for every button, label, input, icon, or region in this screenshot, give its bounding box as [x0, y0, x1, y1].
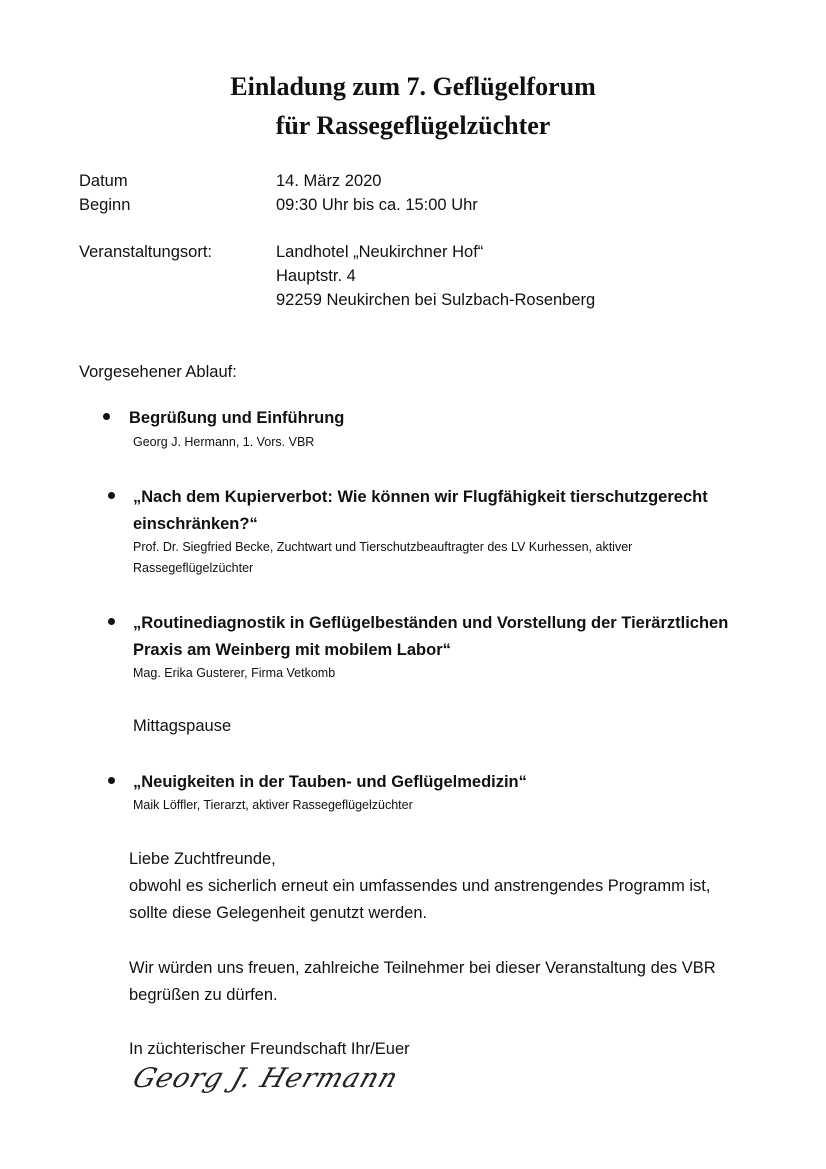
venue-city: 92259 Neukirchen bei Sulzbach-Rosenberg: [276, 291, 596, 309]
agenda-item-1-title: Begrüßung und Einführung: [129, 409, 345, 427]
bullet-icon: [108, 618, 115, 625]
agenda-item-1-speaker: Georg J. Hermann, 1. Vors. VBR: [133, 435, 315, 449]
beginn-label: Beginn: [79, 196, 131, 214]
bullet-icon: [103, 413, 110, 420]
agenda-item-3-title: „Routinediagnostik in Geflügelbeständen und Vorstellung der Tierärztlichen: [133, 614, 729, 632]
agenda-heading: Vorgesehener Ablauf:: [79, 363, 237, 381]
datum-value: 14. März 2020: [276, 172, 382, 190]
lunch-break: Mittagspause: [133, 717, 232, 735]
closing-regards: In züchterischer Freundschaft Ihr/Euer: [129, 1040, 410, 1058]
closing-salutation: Liebe Zuchtfreunde,: [129, 850, 276, 868]
agenda-item-3-title-cont: Praxis am Weinberg mit mobilem Labor“: [133, 641, 451, 659]
bullet-icon: [108, 777, 115, 784]
agenda-item-3-speaker: Mag. Erika Gusterer, Firma Vetkomb: [133, 666, 336, 680]
closing-line: Wir würden uns freuen, zahlreiche Teilnehmer bei dieser Veranstaltung des VBR: [129, 959, 716, 977]
agenda-item-4-title: „Neuigkeiten in der Tauben- und Geflügelmedizin“: [133, 773, 527, 791]
closing-line: sollte diese Gelegenheit genutzt werden.: [129, 904, 428, 922]
signature: Georg J. Hermann: [128, 1063, 403, 1094]
page-title: Einladung zum 7. Geflügelforum: [230, 72, 596, 101]
datum-label: Datum: [79, 172, 128, 190]
bullet-icon: [108, 492, 115, 499]
agenda-item-2-title-cont: einschränken?“: [133, 515, 258, 533]
closing-line: obwohl es sicherlich erneut ein umfassendes und anstrengendes Programm ist,: [129, 877, 711, 895]
venue-label: Veranstaltungsort:: [79, 243, 212, 261]
agenda-item-2-title: „Nach dem Kupierverbot: Wie können wir Flugfähigkeit tierschutzgerecht: [133, 488, 708, 506]
venue-street: Hauptstr. 4: [276, 267, 356, 285]
agenda-item-2-speaker: Prof. Dr. Siegfried Becke, Zuchtwart und Tierschutzbeauftragter des LV Kurhessen, aktiver: [133, 540, 633, 554]
page-subtitle: für Rassegeflügelzüchter: [275, 111, 551, 140]
beginn-value: 09:30 Uhr bis ca. 15:00 Uhr: [276, 196, 478, 214]
agenda-item-2-speaker-cont: Rassegeflügelzüchter: [133, 561, 254, 575]
closing-line: begrüßen zu dürfen.: [129, 986, 278, 1004]
agenda-item-4-speaker: Maik Löffler, Tierarzt, aktiver Rassegeflügelzüchter: [133, 798, 413, 812]
venue-name: Landhotel „Neukirchner Hof“: [276, 243, 484, 261]
